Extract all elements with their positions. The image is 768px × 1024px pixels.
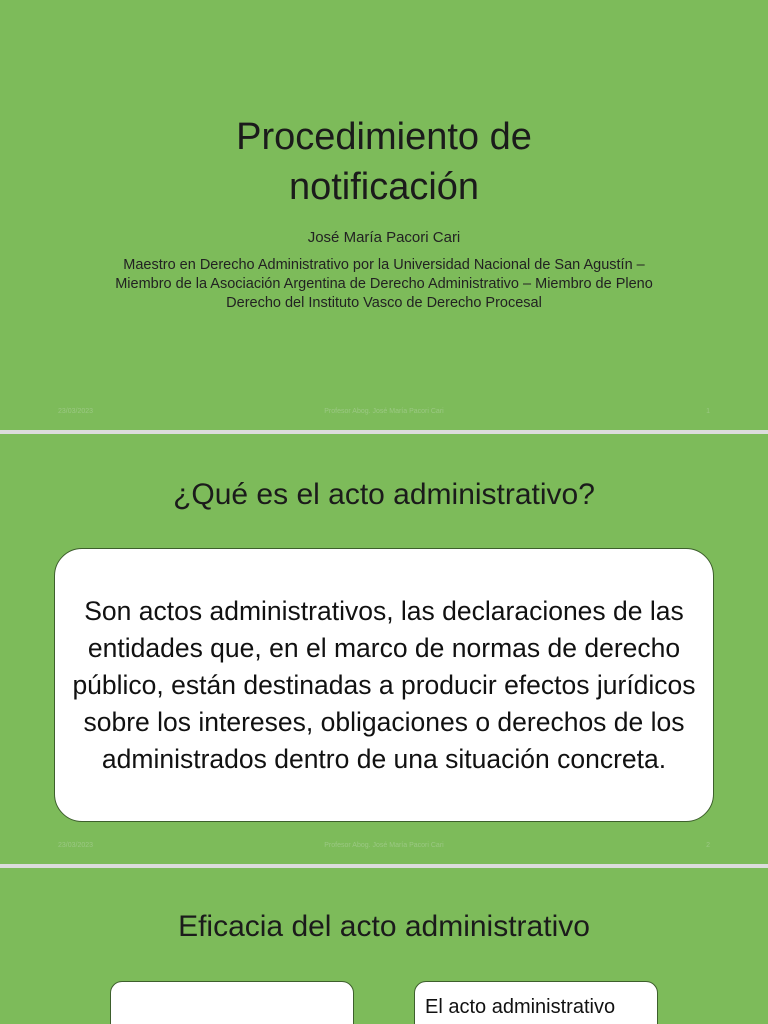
slide-number: 1 (706, 408, 710, 415)
slide-footer (0, 408, 768, 418)
author-bio: Maestro en Derecho Administrativo por la Universidad Nacional de San Agustín – Miembro de la Asociación Argentina de Derecho Administrativo – Miembro de Pleno Derecho del Instituto Vasco de Derecho Procesal (115, 257, 653, 311)
author-name: José María Pacori Cari (307, 229, 461, 246)
content-box-text: El acto administrativo (425, 996, 616, 1018)
definition-box (54, 548, 714, 822)
content-box-right (414, 981, 658, 1024)
slide-title: Eficacia del acto administrativo (178, 910, 590, 943)
definition-text: Son actos administrativos, las declaraciones de las entidades que, en el marco de normas de derecho público, están destinadas a producir efectos jurídicos sobre los intereses, obligaciones o derechos de los administrados dentro de una situación concreta. (72, 595, 696, 774)
slide-number: 2 (706, 842, 710, 849)
footer-date: 23/03/2023 (58, 408, 94, 415)
footer-date: 23/03/2023 (58, 842, 94, 849)
slide-3 (0, 868, 768, 1024)
slide-1 (0, 0, 768, 430)
slide-footer (0, 842, 768, 852)
content-box-left (110, 981, 354, 1024)
footer-name: Profesor Abog. José María Pacori Cari (324, 408, 444, 415)
slide-title: Procedimiento de notificación (236, 116, 532, 208)
footer-name: Profesor Abog. José María Pacori Cari (324, 842, 444, 849)
slide-title: ¿Qué es el acto administrativo? (173, 478, 595, 511)
slide-2 (0, 434, 768, 864)
